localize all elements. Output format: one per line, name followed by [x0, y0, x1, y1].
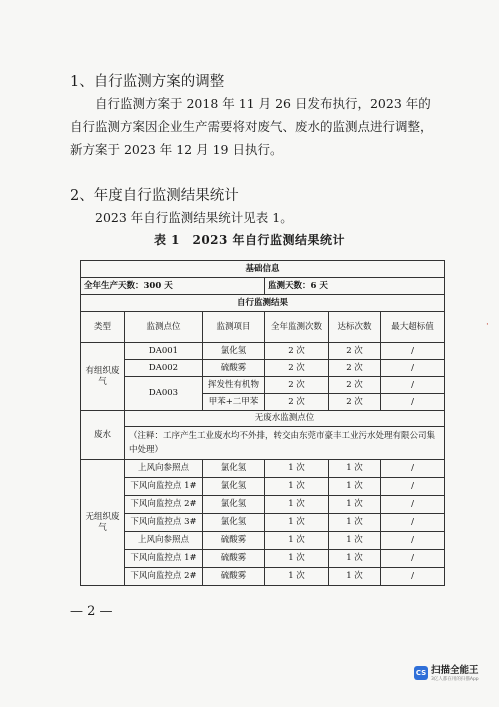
col-header-point: 监测点位	[125, 312, 203, 343]
item-cell: 氯化氢	[203, 460, 265, 478]
max-cell: /	[381, 360, 445, 377]
wastewater-note: （注释：工序产生工业废水均不外排，转交由东莞市豪丰工业污水处理有限公司集中处理）	[125, 427, 445, 460]
item-cell: 氯化氢	[203, 514, 265, 532]
point-cell: 下风向监控点 1#	[125, 478, 203, 496]
max-cell: /	[381, 478, 445, 496]
point-cell: 下风向监控点 1#	[125, 550, 203, 568]
count-cell: 1 次	[265, 514, 329, 532]
page-number: — 2 —	[70, 604, 113, 619]
ok-cell: 2 次	[329, 343, 381, 360]
count-cell: 2 次	[265, 394, 329, 411]
ok-cell: 1 次	[329, 460, 381, 478]
point-cell: DA002	[125, 360, 203, 377]
results-header: 自行监测结果	[81, 295, 445, 312]
wastewater-title: 无废水监测点位	[125, 411, 445, 427]
item-cell: 甲苯+二甲苯	[203, 394, 265, 411]
point-cell: 下风向监控点 3#	[125, 514, 203, 532]
camscanner-logo-icon: CS	[414, 666, 428, 680]
max-cell: /	[381, 550, 445, 568]
point-cell: 上风向参照点	[125, 532, 203, 550]
col-header-count: 全年监测次数	[265, 312, 329, 343]
ok-cell: 2 次	[329, 394, 381, 411]
col-header-max: 最大超标值	[381, 312, 445, 343]
production-days: 全年生产天数：300 天	[81, 278, 265, 295]
max-cell: /	[381, 394, 445, 411]
count-cell: 1 次	[265, 550, 329, 568]
max-cell: /	[381, 496, 445, 514]
ok-cell: 2 次	[329, 360, 381, 377]
watermark-title: 扫描全能王	[431, 665, 479, 676]
col-header-item: 监测项目	[203, 312, 265, 343]
section-heading-1: 1、自行监测方案的调整	[70, 74, 225, 90]
type-wastewater: 废水	[81, 411, 125, 460]
item-cell: 硫酸雾	[203, 568, 265, 586]
count-cell: 2 次	[265, 377, 329, 394]
table-caption: 表 1 2023 年自行监测结果统计	[153, 233, 346, 247]
point-cell: 下风向监控点 2#	[125, 568, 203, 586]
max-cell: /	[381, 568, 445, 586]
count-cell: 1 次	[265, 568, 329, 586]
monitoring-results-table	[80, 260, 445, 586]
basic-info-header: 基础信息	[81, 261, 445, 278]
item-cell: 挥发性有机物	[203, 377, 265, 394]
item-cell: 硫酸雾	[203, 360, 265, 377]
count-cell: 2 次	[265, 343, 329, 360]
point-cell: 上风向参照点	[125, 460, 203, 478]
ok-cell: 1 次	[329, 496, 381, 514]
point-cell: DA003	[125, 377, 203, 411]
paragraph-2: 2023 年自行监测结果统计见表 1。	[95, 210, 293, 225]
scanner-watermark	[414, 665, 479, 683]
item-cell: 氯化氢	[203, 478, 265, 496]
ok-cell: 1 次	[329, 478, 381, 496]
type-organized: 有组织废气	[81, 343, 125, 411]
item-cell: 氯化氢	[203, 496, 265, 514]
count-cell: 2 次	[265, 360, 329, 377]
count-cell: 1 次	[265, 496, 329, 514]
col-header-type: 类型	[81, 312, 125, 343]
max-cell: /	[381, 377, 445, 394]
watermark-subtitle: 3亿人都在用的扫描App	[431, 677, 479, 682]
item-cell: 硫酸雾	[203, 550, 265, 568]
count-cell: 1 次	[265, 460, 329, 478]
ok-cell: 1 次	[329, 568, 381, 586]
ok-cell: 1 次	[329, 550, 381, 568]
section-heading-2: 2、年度自行监测结果统计	[70, 188, 239, 204]
paragraph-1: 自行监测方案于 2018 年 11 月 26 日发布执行，2023 年的自行监测方案因企业生产需要将对废气、废水的监测点进行调整，新方案于 2023 年 12 月 19 日执行。	[70, 96, 433, 157]
max-cell: /	[381, 514, 445, 532]
max-cell: /	[381, 460, 445, 478]
max-cell: /	[381, 343, 445, 360]
ok-cell: 1 次	[329, 532, 381, 550]
count-cell: 1 次	[265, 478, 329, 496]
ok-cell: 1 次	[329, 514, 381, 532]
point-cell: DA001	[125, 343, 203, 360]
count-cell: 1 次	[265, 532, 329, 550]
point-cell: 下风向监控点 2#	[125, 496, 203, 514]
max-cell: /	[381, 532, 445, 550]
col-header-ok: 达标次数	[329, 312, 381, 343]
item-cell: 氯化氢	[203, 343, 265, 360]
monitoring-days: 监测天数：6 天	[265, 278, 445, 295]
item-cell: 硫酸雾	[203, 532, 265, 550]
edge-mark: ·	[486, 320, 489, 330]
type-unorganized: 无组织废气	[81, 460, 125, 586]
ok-cell: 2 次	[329, 377, 381, 394]
